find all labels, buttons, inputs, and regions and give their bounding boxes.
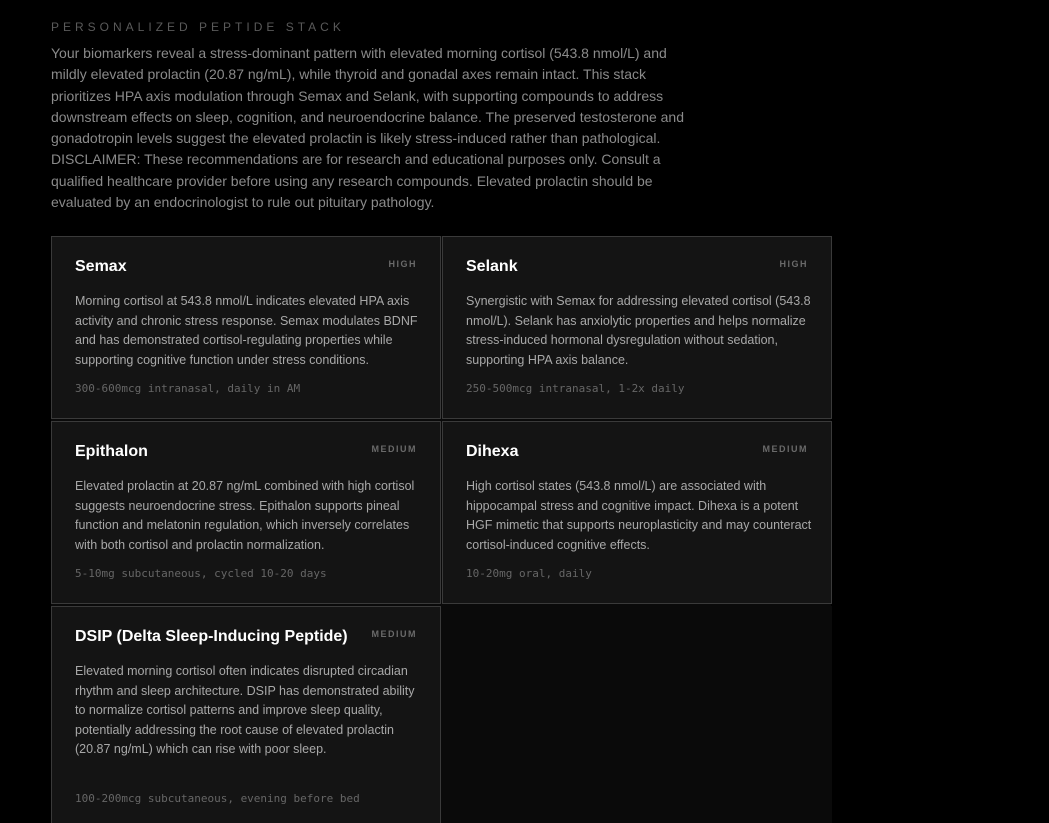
peptide-name: Epithalon bbox=[75, 443, 148, 460]
peptide-card-semax[interactable] bbox=[51, 236, 441, 419]
priority-badge: MEDIUM bbox=[371, 629, 417, 639]
peptide-rationale: Elevated prolactin at 20.87 ng/mL combined with high cortisol suggests neuroendocrine stress. Epithalon supports pineal function and melatonin regulation, which inversely correlates with both cortisol and prolactin normalization. bbox=[75, 479, 415, 552]
empty-grid-cell bbox=[442, 606, 832, 823]
dosage-text: 5-10mg subcutaneous, cycled 10-20 days bbox=[75, 567, 327, 580]
priority-badge: MEDIUM bbox=[371, 444, 417, 454]
priority-badge: HIGH bbox=[388, 259, 417, 269]
peptide-name: Dihexa bbox=[466, 443, 519, 460]
peptide-rationale: Morning cortisol at 543.8 nmol/L indicates elevated HPA axis activity and chronic stress response. Semax modulates BDNF and has demonstrated cortisol-regulating properties while supporting cognitive function under stress conditions. bbox=[75, 294, 418, 367]
peptide-name: Semax bbox=[75, 258, 127, 275]
dosage-text: 100-200mcg subcutaneous, evening before bed bbox=[75, 792, 360, 805]
peptide-card-dihexa[interactable] bbox=[442, 421, 832, 604]
section-label: PERSONALIZED PEPTIDE STACK bbox=[51, 20, 345, 34]
priority-badge: HIGH bbox=[779, 259, 808, 269]
peptide-rationale: Elevated morning cortisol often indicates disrupted circadian rhythm and sleep architecture. DSIP has demonstrated ability to normalize cortisol patterns and improve sleep quality, potentially addressing the root cause of elevated prolactin (20.87 ng/mL) which can rise with poor sleep. bbox=[75, 664, 415, 757]
dosage-text: 10-20mg oral, daily bbox=[466, 567, 592, 580]
peptide-card-epithalon[interactable] bbox=[51, 421, 441, 604]
dosage-text: 300-600mcg intranasal, daily in AM bbox=[75, 382, 301, 395]
stack-summary: Your biomarkers reveal a stress-dominant pattern with elevated morning cortisol (543.8 nmol/L) and mildly elevated prolactin (20.87 ng/mL), while thyroid and gonadal axes remain intact. This stack prioritizes HPA axis modulation through Semax and Selank, with supporting compounds to address downstream effects on sleep, cognition, and neuroendocrine balance. The preserved testosterone and gonadotropin levels suggest the elevated prolactin is likely stress-induced rather than pathological. DISCLAIMER: These recommendations are for research and educational purposes only. Consult a qualified healthcare provider before using any research compounds. Elevated prolactin should be evaluated by an endocrinologist to rule out pituitary pathology. bbox=[51, 45, 685, 211]
peptide-card-grid bbox=[51, 236, 831, 823]
dosage-text: 250-500mcg intranasal, 1-2x daily bbox=[466, 382, 685, 395]
peptide-rationale: High cortisol states (543.8 nmol/L) are associated with hippocampal stress and cognitive impact. Dihexa is a potent HGF mimetic that supports neuroplasticity and may counteract cortisol-induced cognitive effects. bbox=[466, 479, 812, 552]
peptide-card-selank[interactable] bbox=[442, 236, 832, 419]
peptide-name: Selank bbox=[466, 258, 518, 275]
peptide-rationale: Synergistic with Semax for addressing elevated cortisol (543.8 nmol/L). Selank has anxiolytic properties and helps normalize stress-induced hormonal dysregulation without sedation, supporting HPA axis balance. bbox=[466, 294, 811, 367]
priority-badge: MEDIUM bbox=[762, 444, 808, 454]
peptide-name: DSIP (Delta Sleep-Inducing Peptide) bbox=[75, 628, 348, 645]
peptide-card-dsip[interactable] bbox=[51, 606, 441, 823]
